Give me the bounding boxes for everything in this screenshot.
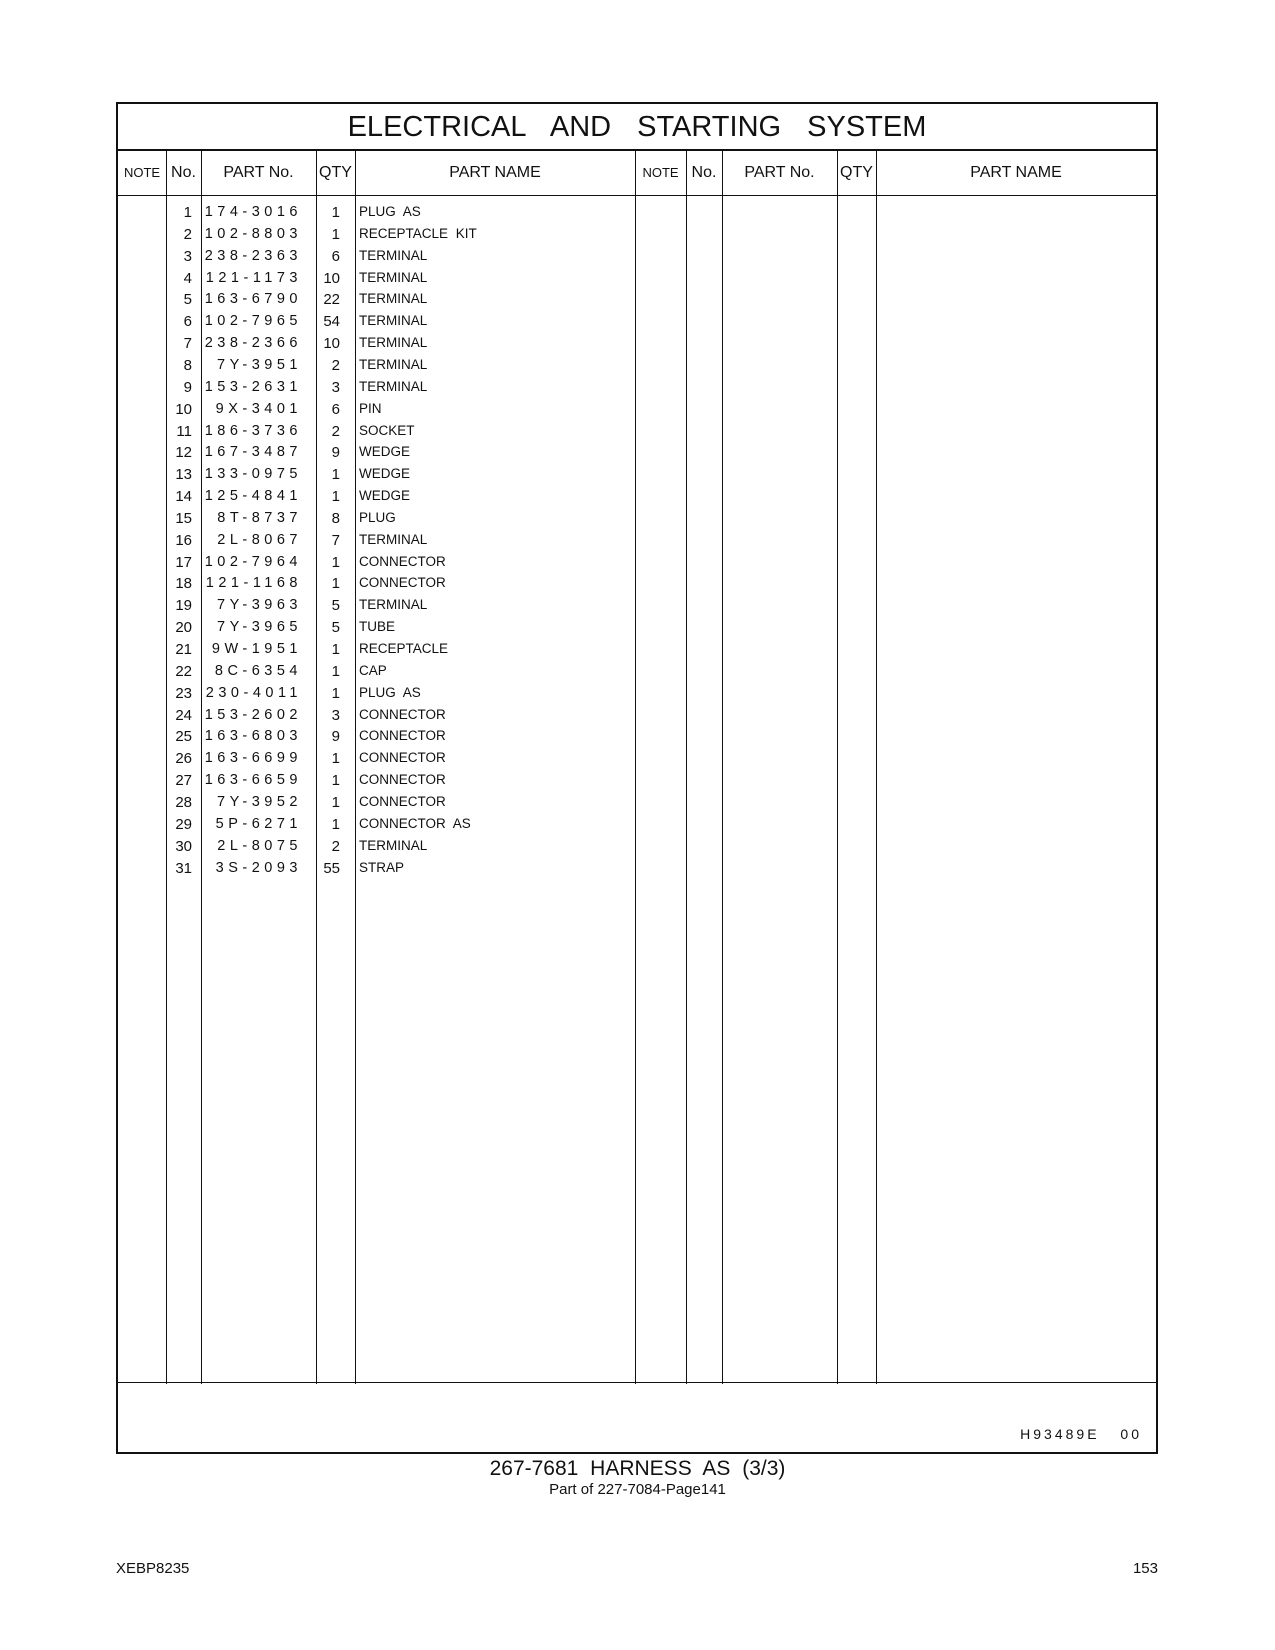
header-note-right: NOTE — [642, 165, 679, 180]
quantity: 1 — [331, 641, 340, 658]
table-row — [118, 401, 635, 422]
table-row — [118, 204, 635, 225]
row-number: 24 — [175, 706, 192, 724]
table-row — [118, 663, 635, 684]
part-name: SOCKET — [359, 422, 415, 438]
part-name: RECEPTACLE — [359, 641, 449, 656]
table-row — [118, 838, 635, 859]
quantity: 9 — [331, 728, 340, 746]
quantity: 54 — [323, 313, 340, 331]
row-number: 5 — [183, 291, 192, 309]
table-row — [118, 794, 635, 815]
table-row — [118, 423, 635, 444]
quantity: 1 — [331, 225, 340, 243]
table-row — [118, 357, 635, 378]
row-number: 20 — [175, 619, 192, 637]
part-number: 102-7964 — [204, 553, 302, 570]
part-name: CONNECTOR — [359, 750, 446, 766]
part-name: WEDGE — [359, 444, 411, 460]
part-number: 163-6699 — [204, 750, 302, 767]
part-name: CONNECTOR — [359, 706, 446, 722]
table-row — [118, 641, 635, 662]
part-number: 238-2366 — [204, 335, 302, 352]
table-row — [118, 816, 635, 837]
table-row — [118, 226, 635, 247]
part-number: 153-2602 — [204, 706, 302, 723]
row-number: 16 — [175, 531, 192, 549]
part-number: 163-6790 — [204, 291, 302, 308]
row-number: 12 — [175, 444, 192, 462]
row-number: 7 — [183, 335, 192, 353]
part-number: 121-1168 — [205, 575, 302, 592]
part-name: TERMINAL — [359, 335, 428, 351]
part-name: TUBE — [359, 619, 396, 635]
drawing-code: H93489E 00 — [1020, 1426, 1142, 1442]
part-name: TERMINAL — [359, 313, 428, 329]
part-name: PIN — [359, 400, 382, 416]
row-number: 14 — [175, 488, 192, 506]
row-number: 26 — [175, 750, 192, 768]
column-divider — [635, 151, 636, 1384]
row-number: 17 — [175, 553, 192, 571]
quantity: 55 — [323, 859, 340, 877]
table-row — [118, 860, 635, 881]
header-part-no-right: PART No. — [744, 164, 815, 181]
row-number: 6 — [183, 313, 192, 331]
table-row — [118, 597, 635, 618]
header-part-name-left: PART NAME — [449, 164, 541, 181]
quantity: 1 — [331, 662, 340, 680]
table-row — [118, 291, 635, 312]
table-row — [118, 532, 635, 553]
row-number: 11 — [176, 422, 192, 440]
row-number: 22 — [175, 662, 192, 680]
table-row — [118, 750, 635, 771]
quantity: 1 — [331, 466, 340, 484]
harness-caption: 267-7681 HARNESS AS (3/3) — [489, 1457, 786, 1480]
part-name: WEDGE — [359, 466, 411, 482]
part-name: TERMINAL — [359, 597, 428, 613]
row-number: 23 — [175, 684, 192, 702]
table-row — [118, 728, 635, 749]
part-number: 167-3487 — [204, 444, 302, 461]
row-number: 18 — [175, 575, 192, 593]
row-number: 30 — [175, 837, 192, 855]
part-name: CONNECTOR — [359, 793, 446, 809]
row-number: 27 — [175, 772, 192, 790]
row-number: 10 — [175, 400, 192, 418]
row-number: 9 — [183, 378, 192, 396]
part-name: CONNECTOR — [359, 553, 446, 569]
table-row — [118, 313, 635, 334]
column-divider — [876, 151, 877, 1384]
header-part-no-left: PART No. — [223, 164, 294, 181]
part-name: TERMINAL — [359, 837, 428, 853]
table-row — [118, 772, 635, 793]
quantity: 2 — [331, 356, 340, 374]
table-row — [118, 444, 635, 465]
part-name: CONNECTOR — [359, 772, 446, 788]
table-row — [118, 619, 635, 640]
part-name: TERMINAL — [359, 531, 428, 547]
table-row — [118, 466, 635, 487]
row-number: 4 — [183, 269, 192, 287]
part-number: 163-6659 — [204, 772, 302, 789]
table-row — [118, 685, 635, 706]
header-qty-right: QTY — [840, 164, 873, 181]
row-number: 13 — [175, 466, 192, 484]
quantity: 10 — [323, 269, 340, 287]
column-divider — [722, 151, 723, 1384]
part-number: 2L-8067 — [217, 531, 302, 548]
part-name: TERMINAL — [359, 378, 428, 394]
table-header — [118, 151, 1156, 196]
part-number: 7Y-3963 — [217, 597, 302, 614]
quantity: 8 — [331, 509, 340, 527]
quantity: 2 — [331, 422, 340, 440]
header-part-name-right: PART NAME — [970, 164, 1062, 181]
quantity: 9 — [331, 444, 340, 462]
part-number: 238-2363 — [204, 247, 302, 264]
quantity: 2 — [331, 837, 340, 855]
quantity: 1 — [331, 684, 340, 702]
part-number: 9W-1951 — [211, 641, 302, 657]
header-note-left: NOTE — [123, 165, 161, 180]
part-name: TERMINAL — [359, 291, 428, 307]
quantity: 6 — [331, 400, 340, 418]
quantity: 3 — [331, 706, 340, 724]
part-name: TERMINAL — [359, 247, 428, 263]
row-number: 28 — [175, 793, 192, 811]
harness-subcaption: Part of 227-7084-Page141 — [549, 1481, 726, 1498]
part-name: RECEPTACLE KIT — [359, 225, 477, 241]
header-no-left: No. — [171, 164, 196, 181]
column-divider — [837, 151, 838, 1384]
part-number: 174-3016 — [204, 204, 302, 220]
row-number: 21 — [175, 641, 192, 658]
row-number: 1 — [183, 204, 192, 221]
row-number: 19 — [175, 597, 192, 615]
quantity: 10 — [323, 335, 340, 353]
part-number: 8T-8737 — [217, 509, 302, 526]
row-number: 3 — [183, 247, 192, 265]
quantity: 22 — [323, 291, 340, 309]
part-number: 3S-2093 — [215, 859, 302, 876]
part-name: PLUG — [359, 509, 396, 525]
part-name: CAP — [359, 662, 387, 678]
quantity: 1 — [331, 815, 340, 833]
table-row — [118, 488, 635, 509]
part-number: 9X-3401 — [215, 400, 302, 417]
document-code: XEBP8235 — [116, 1560, 190, 1577]
quantity: 6 — [331, 247, 340, 265]
column-divider — [686, 151, 687, 1384]
parts-table — [116, 102, 1158, 1454]
row-number: 25 — [175, 728, 192, 746]
table-row — [118, 575, 635, 596]
part-name: PLUG AS — [359, 684, 421, 700]
row-number: 2 — [183, 225, 192, 243]
part-number: 121-1173 — [205, 269, 302, 286]
quantity: 1 — [331, 488, 340, 506]
part-number: 5P-6271 — [215, 815, 302, 832]
part-number: 102-7965 — [204, 313, 302, 330]
quantity: 1 — [331, 750, 340, 768]
table-row — [118, 554, 635, 575]
section-title: ELECTRICAL AND STARTING SYSTEM — [118, 104, 1156, 151]
quantity: 7 — [331, 531, 340, 549]
part-number: 186-3736 — [204, 422, 302, 439]
part-number: 230-4011 — [205, 684, 302, 701]
table-row — [118, 707, 635, 728]
part-name: CONNECTOR AS — [359, 815, 471, 831]
quantity: 3 — [331, 378, 340, 396]
part-name: PLUG AS — [359, 204, 421, 219]
part-number: 2L-8075 — [217, 837, 302, 854]
header-no-right: No. — [691, 164, 717, 181]
part-number: 7Y-3952 — [217, 793, 302, 810]
part-number: 153-2631 — [204, 378, 302, 395]
table-row — [118, 379, 635, 400]
page-number: 153 — [1132, 1560, 1158, 1577]
row-number: 31 — [175, 859, 192, 877]
table-bottom-rule — [118, 1382, 1156, 1383]
quantity: 1 — [331, 575, 340, 593]
part-name: WEDGE — [359, 488, 411, 504]
table-row — [118, 248, 635, 269]
part-number: 7Y-3951 — [217, 356, 302, 373]
quantity: 5 — [331, 597, 340, 615]
part-name: STRAP — [359, 859, 405, 875]
part-number: 7Y-3965 — [217, 619, 302, 636]
quantity: 1 — [331, 772, 340, 790]
part-number: 125-4841 — [204, 488, 302, 505]
table-row — [118, 335, 635, 356]
row-number: 15 — [175, 509, 192, 527]
quantity: 5 — [331, 619, 340, 637]
table-row — [118, 510, 635, 531]
header-qty-left: QTY — [319, 164, 352, 181]
quantity: 1 — [331, 204, 340, 221]
row-number: 8 — [183, 356, 192, 374]
part-number: 133-0975 — [204, 466, 302, 483]
part-name: CONNECTOR — [359, 728, 446, 744]
quantity: 1 — [331, 793, 340, 811]
table-row — [118, 270, 635, 291]
part-number: 102-8803 — [204, 225, 302, 242]
part-name: CONNECTOR — [359, 575, 446, 591]
row-number: 29 — [175, 815, 192, 833]
quantity: 1 — [331, 553, 340, 571]
part-name: TERMINAL — [359, 269, 428, 285]
part-name: TERMINAL — [359, 356, 428, 372]
part-number: 163-6803 — [204, 728, 302, 745]
part-number: 8C-6354 — [214, 662, 302, 679]
